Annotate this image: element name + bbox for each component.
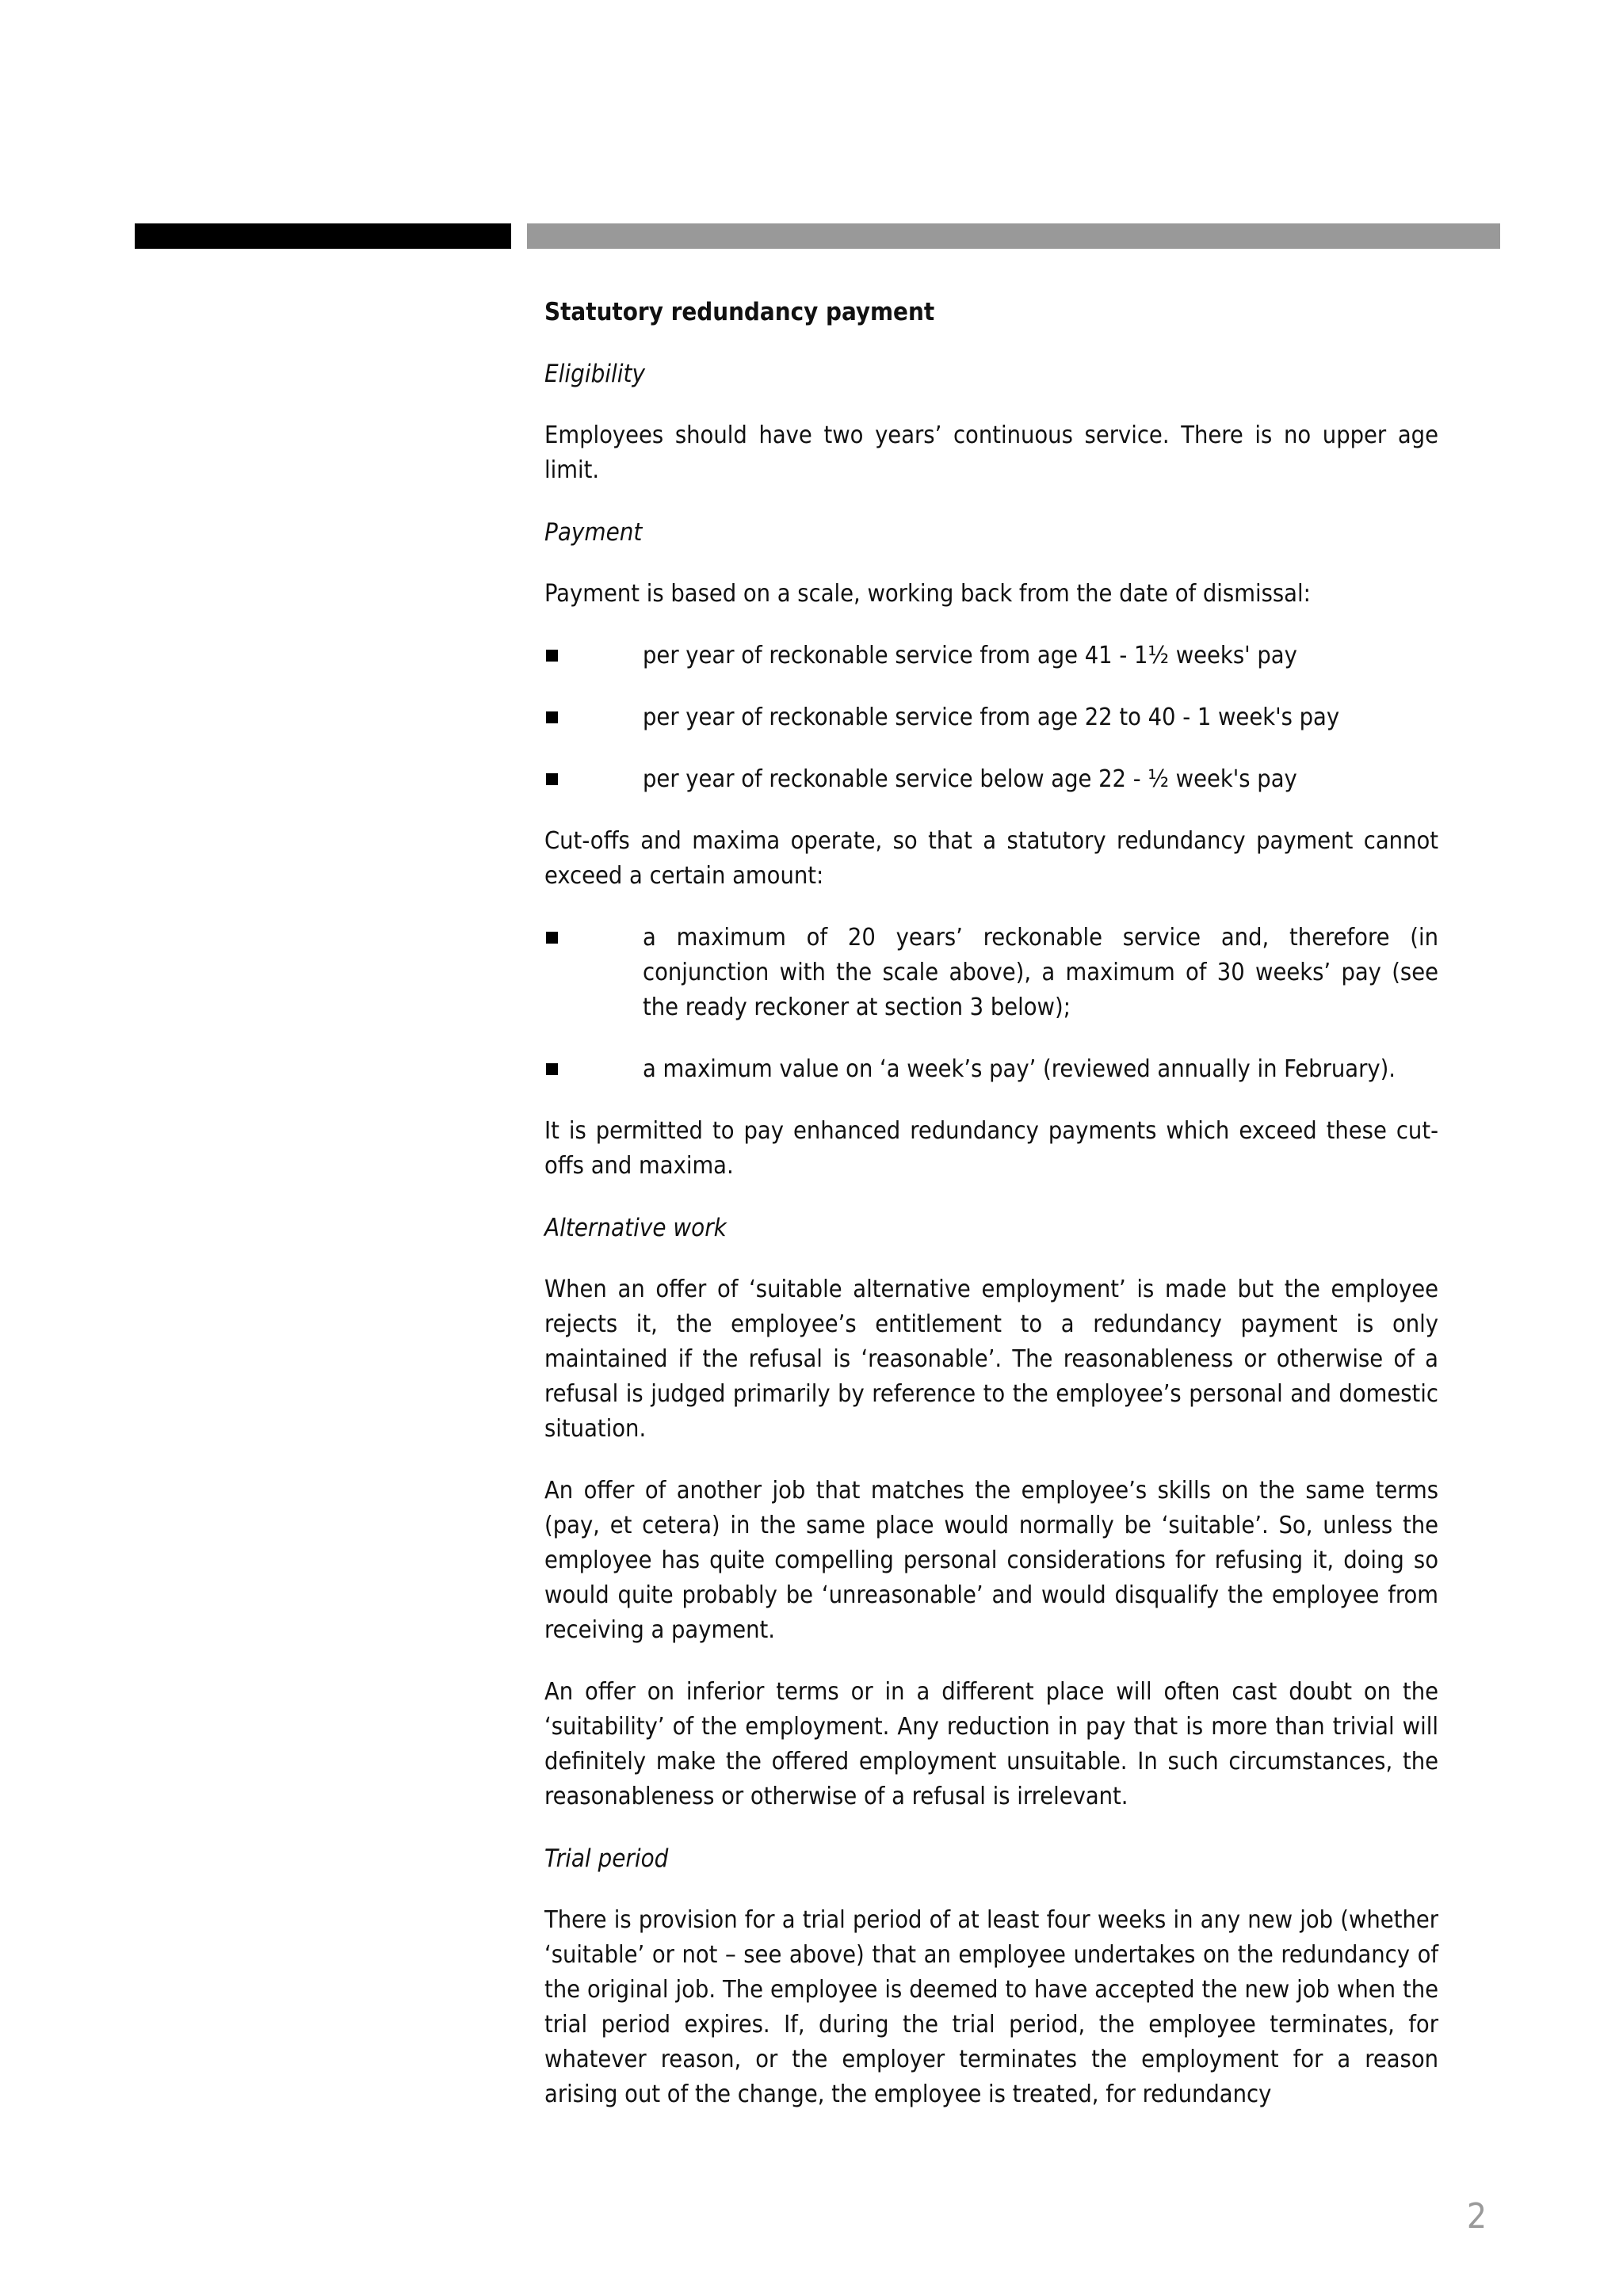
- subheading-alternative-work: Alternative work: [544, 1214, 727, 1242]
- list-item-text: per year of reckonable service from age 22 to 40 - 1 week's pay: [643, 704, 1340, 731]
- list-item: [544, 921, 1438, 1025]
- list-item-text: a maximum value on ‘a week’s pay’ (reviewed annually in February).: [643, 1055, 1396, 1083]
- alternative-work-paragraph: An offer on inferior terms or in a different place will often cast doubt on the ‘suitability’ of the employment. Any reduction in pay that is more than trivial will definitely make the offered employment unsuitable. In such circumstances, the reasonableness or otherwise of a refusal is irrelevant.: [544, 1678, 1438, 1810]
- payment-scale-list: [544, 639, 1438, 797]
- header-bar-gray: [527, 223, 1500, 249]
- alternative-work-paragraph: An offer of another job that matches the employee’s skills on the same terms (pay, et cetera) in the same place would normally be ‘suitable’. So, unless the employee has quite compelling personal considerations for refusing it, doing so would quite probably be ‘unreasonable’ and would disqualify the employee from receiving a payment.: [544, 1477, 1438, 1644]
- square-bullet-icon: [546, 711, 558, 723]
- trial-period-paragraph: There is provision for a trial period of at least four weeks in any new job (whether ‘suitable’ or not – see above) that an employee undertakes on the redundancy of the original job. The employee is deemed to have accepted the new job when the trial period expires. If, during the trial period, the employee terminates, for whatever reason, or the employer terminates the employment for a reason arising out of the change, the employee is treated, for redundancy: [544, 1906, 1438, 2108]
- list-item-text: a maximum of 20 years’ reckonable service and, therefore (in conjunction with the scale above), a maximum of 30 weeks’ pay (see the ready reckoner at section 3 below);: [643, 924, 1438, 1021]
- square-bullet-icon: [546, 650, 558, 662]
- document-body: [544, 295, 1438, 2139]
- subheading-payment: Payment: [544, 518, 643, 547]
- alternative-work-paragraph: When an offer of ‘suitable alternative employment’ is made but the employee rejects it, the employee’s entitlement to a redundancy payment is only maintained if the refusal is ‘reasonable’. The reasonableness or otherwise of a refusal is judged primarily by reference to the employee’s personal and domestic situation.: [544, 1276, 1438, 1443]
- list-item-text: per year of reckonable service below age 22 - ½ week's pay: [643, 765, 1297, 793]
- square-bullet-icon: [546, 1063, 558, 1075]
- section-heading: Statutory redundancy payment: [544, 298, 935, 326]
- enhanced-payments-paragraph: It is permitted to pay enhanced redundancy payments which exceed these cut-offs and maxima.: [544, 1117, 1438, 1180]
- maxima-list: [544, 921, 1438, 1087]
- square-bullet-icon: [546, 932, 558, 944]
- eligibility-paragraph: Employees should have two years’ continuous service. There is no upper age limit.: [544, 421, 1438, 484]
- list-item-text: per year of reckonable service from age 41 - 1½ weeks' pay: [643, 642, 1297, 669]
- list-item: [544, 1052, 1438, 1087]
- page-number: 2: [1466, 2196, 1487, 2237]
- subheading-trial-period: Trial period: [544, 1844, 669, 1873]
- list-item: [544, 762, 1438, 797]
- header-bar-black: [135, 223, 511, 249]
- list-item: [544, 639, 1438, 673]
- list-item: [544, 700, 1438, 735]
- square-bullet-icon: [546, 773, 558, 785]
- payment-intro: Payment is based on a scale, working back from the date of dismissal:: [544, 580, 1311, 608]
- subheading-eligibility: Eligibility: [544, 360, 645, 388]
- cutoffs-intro: Cut-offs and maxima operate, so that a statutory redundancy payment cannot exceed a certain amount:: [544, 827, 1438, 890]
